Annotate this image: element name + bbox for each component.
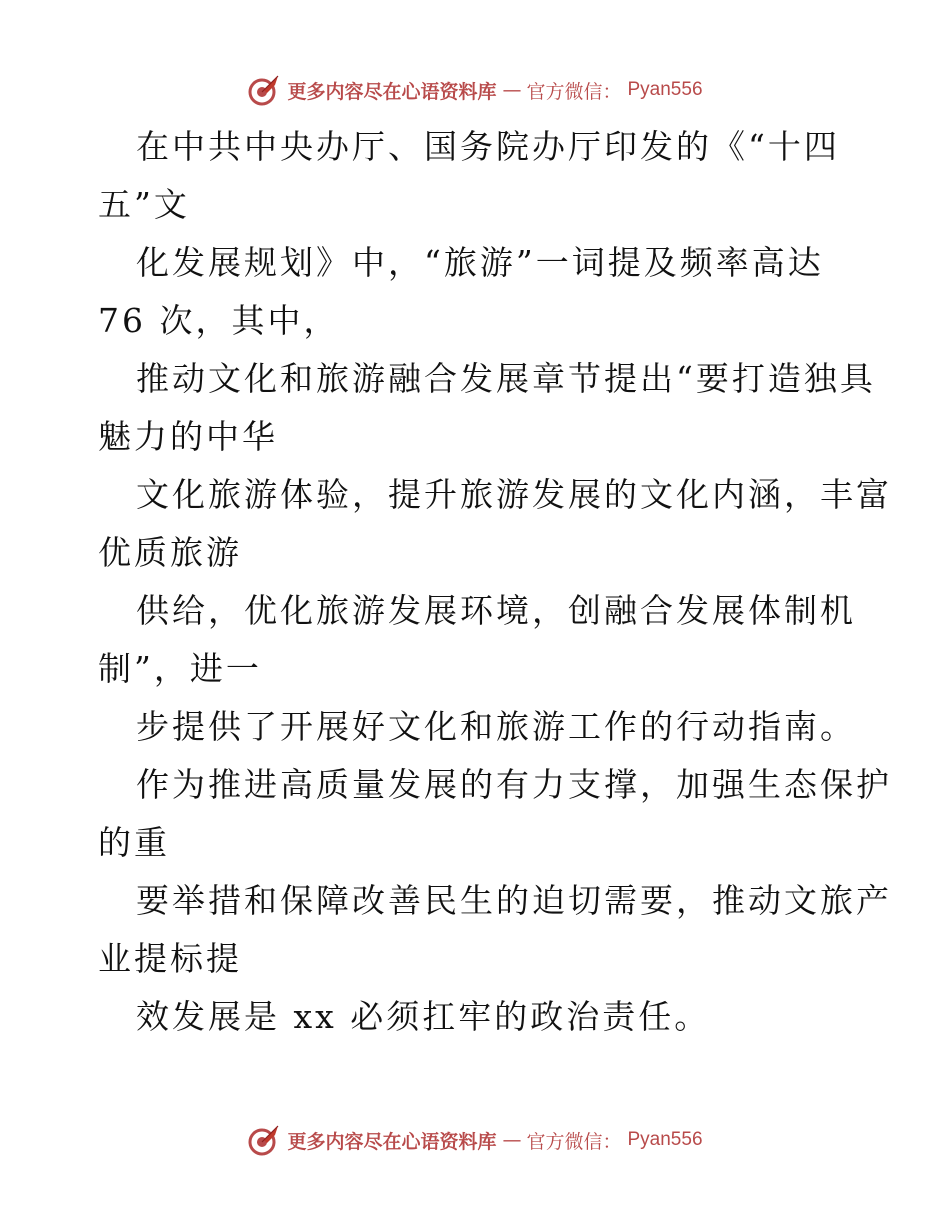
banner-dash: — — [502, 1129, 521, 1151]
body-line: 步提供了开展好文化和旅游工作的行动指南。 — [136, 707, 856, 746]
body-line: 业提标提 — [98, 939, 242, 978]
footer-watermark-banner — [0, 1120, 950, 1160]
body-line: 76 次，其中， — [98, 301, 340, 340]
banner-wechat-id: Pyan556 — [627, 1129, 703, 1150]
body-line: 供给，优化旅游发展环境，创融合发展体制机 — [136, 591, 856, 630]
quill-pen-logo-icon — [247, 73, 281, 107]
body-line: 化发展规划》中，“旅游”一词提及频率高达 — [136, 243, 824, 282]
header-watermark-banner — [0, 70, 950, 110]
body-line: 文化旅游体验，提升旅游发展的文化内涵，丰富 — [136, 475, 892, 514]
banner-official-label: 官方微信： — [526, 80, 622, 103]
body-line: 要举措和保障改善民生的迫切需要，推动文旅产 — [136, 881, 892, 920]
body-line: 优质旅游 — [98, 533, 242, 572]
body-line: 作为推进高质量发展的有力支撑，加强生态保护 — [136, 765, 892, 804]
quill-pen-logo-icon — [247, 1123, 281, 1157]
banner-official-label: 官方微信： — [526, 1130, 622, 1153]
body-line: 在中共中央办厅、国务院办厅印发的《“十四 — [136, 127, 840, 166]
banner-wechat-id: Pyan556 — [627, 79, 703, 100]
body-line: 推动文化和旅游融合发展章节提出“要打造独具 — [136, 359, 876, 398]
body-line: 魅力的中华 — [98, 417, 278, 456]
banner-main-text: 更多内容尽在心语资料库 — [287, 1130, 497, 1153]
body-line: 的重 — [98, 823, 170, 862]
document-body — [98, 118, 892, 1046]
body-line: 效发展是 xx 必须扛牢的政治责任。 — [136, 997, 711, 1036]
banner-main-text: 更多内容尽在心语资料库 — [287, 80, 497, 103]
body-line: 五”文 — [98, 185, 190, 224]
body-line: 制”，进一 — [98, 649, 262, 688]
banner-dash: — — [502, 79, 521, 101]
